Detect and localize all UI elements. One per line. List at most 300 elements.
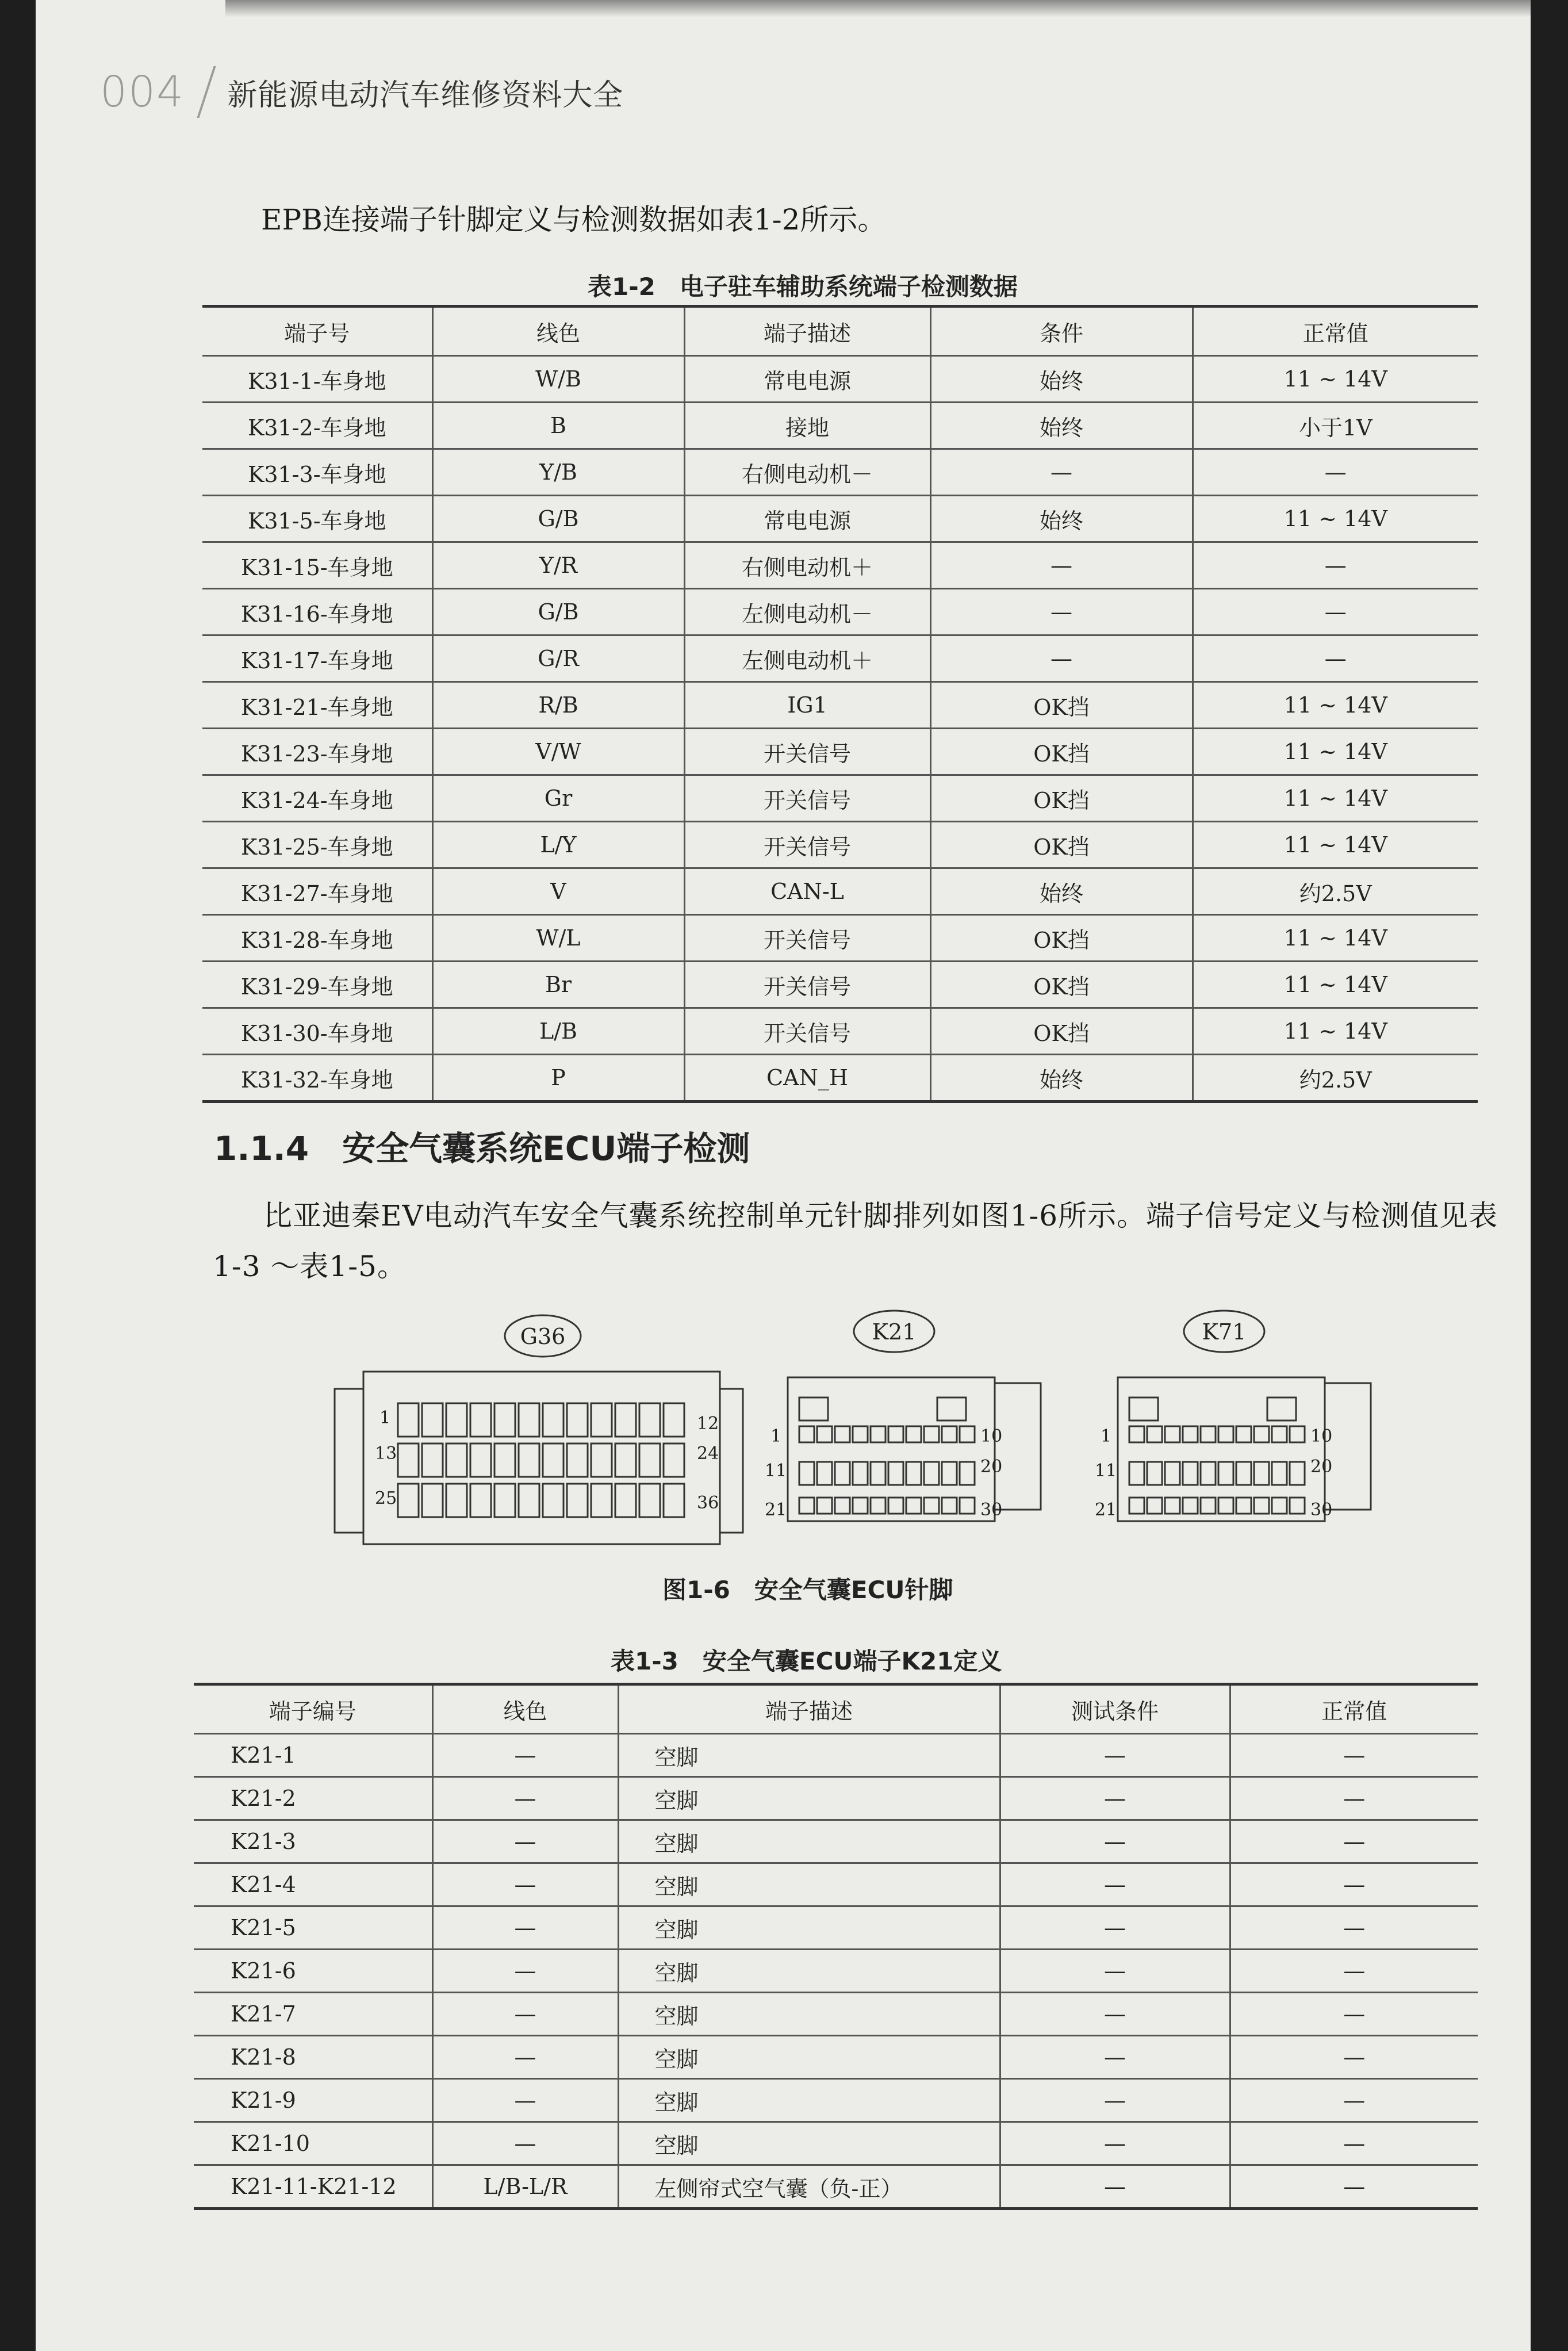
column-header: 端子描述 bbox=[618, 1684, 1000, 1734]
table-row bbox=[202, 962, 1478, 1008]
table-cell: — bbox=[432, 2079, 618, 2122]
pin-cavity bbox=[639, 1403, 660, 1437]
table-cell: Y/B bbox=[432, 449, 684, 496]
pin-cavity bbox=[817, 1426, 832, 1442]
table-cell: — bbox=[1193, 589, 1478, 635]
table-row bbox=[202, 403, 1478, 449]
pin-cavity bbox=[639, 1443, 660, 1477]
table-cell: — bbox=[1230, 1906, 1478, 1950]
pin-cavity bbox=[398, 1484, 419, 1517]
table-cell: K31-1-车身地 bbox=[202, 356, 432, 403]
table-row bbox=[194, 1863, 1478, 1906]
table-cell: 常电电源 bbox=[684, 356, 930, 403]
table-cell: — bbox=[432, 1993, 618, 2036]
table-cell: K31-17-车身地 bbox=[202, 635, 432, 682]
table-cell: 空脚 bbox=[618, 2122, 1000, 2165]
pin-cavity bbox=[591, 1403, 612, 1437]
table-row bbox=[194, 1950, 1478, 1993]
table1-caption: 表1-2 电子驻车辅助系统端子检测数据 bbox=[588, 273, 1018, 301]
table-cell: K21-2 bbox=[194, 1777, 432, 1820]
pin-cavity bbox=[494, 1484, 515, 1517]
pin-cavity bbox=[398, 1443, 419, 1477]
connector-latch bbox=[720, 1389, 743, 1533]
column-header: 线色 bbox=[432, 307, 684, 356]
table-cell: — bbox=[1230, 1734, 1478, 1777]
table-cell: K31-29-车身地 bbox=[202, 962, 432, 1008]
table-cell: CAN-L bbox=[684, 868, 930, 915]
table-cell: Y/R bbox=[432, 542, 684, 589]
pin-cavity bbox=[1183, 1462, 1198, 1485]
table-cell: K31-16-车身地 bbox=[202, 589, 432, 635]
pin-number: 1 bbox=[379, 1408, 391, 1428]
pin-cavity bbox=[422, 1403, 443, 1437]
pin-cavity bbox=[906, 1498, 921, 1514]
pin-cavity bbox=[1129, 1462, 1144, 1485]
pin-cavity bbox=[422, 1484, 443, 1517]
table-cell: — bbox=[1193, 635, 1478, 682]
pin-cavity bbox=[1201, 1498, 1216, 1514]
pin-cavity bbox=[1201, 1426, 1216, 1442]
table-cell: 开关信号 bbox=[684, 822, 930, 868]
pin-cavity bbox=[942, 1462, 957, 1485]
pin-cavity bbox=[960, 1426, 975, 1442]
table-cell: 11 ~ 14V bbox=[1193, 729, 1478, 775]
pin-cavity bbox=[519, 1403, 539, 1437]
table-cell: 小于1V bbox=[1193, 403, 1478, 449]
table-cell: K21-3 bbox=[194, 1820, 432, 1863]
pin-cavity bbox=[494, 1403, 515, 1437]
column-header: 端子号 bbox=[202, 307, 432, 356]
table-cell: — bbox=[432, 2122, 618, 2165]
table-header-row bbox=[194, 1684, 1478, 1734]
connector-label: G36 bbox=[520, 1324, 566, 1349]
pin-cavity bbox=[543, 1403, 563, 1437]
pin-number: 25 bbox=[375, 1488, 397, 1508]
table-cell: K31-5-车身地 bbox=[202, 496, 432, 542]
pin-cavity bbox=[888, 1462, 903, 1485]
pin-cavity bbox=[942, 1498, 957, 1514]
table-row bbox=[202, 1055, 1478, 1102]
table-cell: — bbox=[432, 1734, 618, 1777]
table-cell: 11 ~ 14V bbox=[1193, 822, 1478, 868]
pin-cavity bbox=[924, 1498, 939, 1514]
pin-cavity bbox=[1165, 1462, 1180, 1485]
table-row bbox=[194, 2079, 1478, 2122]
pin-cavity bbox=[871, 1498, 885, 1514]
pin-cavity bbox=[853, 1426, 868, 1442]
table-cell: — bbox=[1230, 2165, 1478, 2209]
table-cell: K21-10 bbox=[194, 2122, 432, 2165]
book-page bbox=[36, 0, 1531, 2351]
table-cell: — bbox=[1230, 1820, 1478, 1863]
table-cell: OK挡 bbox=[930, 822, 1193, 868]
pin-cavity bbox=[1272, 1498, 1287, 1514]
table-cell: G/B bbox=[432, 589, 684, 635]
connector-body bbox=[788, 1377, 995, 1521]
pin-cavity bbox=[1236, 1462, 1251, 1485]
pin-cavity bbox=[835, 1426, 850, 1442]
connector-body bbox=[363, 1372, 720, 1544]
table-cell: 左侧电动机－ bbox=[684, 589, 930, 635]
pin-cavity bbox=[591, 1484, 612, 1517]
pin-number: 11 bbox=[1095, 1461, 1117, 1481]
table-cell: L/B-L/R bbox=[432, 2165, 618, 2209]
pin-number: 10 bbox=[980, 1426, 1003, 1446]
table-cell: — bbox=[432, 1906, 618, 1950]
table-cell: G/B bbox=[432, 496, 684, 542]
pin-number: 1 bbox=[1101, 1426, 1112, 1446]
table-cell: 左侧帘式空气囊（负-正） bbox=[618, 2165, 1000, 2209]
pin-cavity bbox=[470, 1484, 491, 1517]
table-cell: 接地 bbox=[684, 403, 930, 449]
table-cell: OK挡 bbox=[930, 729, 1193, 775]
table-cell: — bbox=[1000, 1734, 1230, 1777]
pin-cavity bbox=[519, 1484, 539, 1517]
table-cell: Gr bbox=[432, 775, 684, 822]
table-cell: 空脚 bbox=[618, 1863, 1000, 1906]
table-cell: K31-25-车身地 bbox=[202, 822, 432, 868]
table-row bbox=[194, 1820, 1478, 1863]
pin-cavity bbox=[639, 1484, 660, 1517]
table-cell: — bbox=[1000, 2079, 1230, 2122]
table-cell: K21-6 bbox=[194, 1950, 432, 1993]
table-header-row bbox=[202, 307, 1478, 356]
table-row bbox=[202, 589, 1478, 635]
intro-paragraph: EPB连接端子针脚定义与检测数据如表1-2所示。 bbox=[261, 203, 887, 236]
table-cell: K21-7 bbox=[194, 1993, 432, 2036]
pin-cavity bbox=[1165, 1498, 1180, 1514]
table-cell: 约2.5V bbox=[1193, 1055, 1478, 1102]
key-slot bbox=[1129, 1397, 1158, 1420]
pin-cavity bbox=[398, 1403, 419, 1437]
table-cell: 开关信号 bbox=[684, 775, 930, 822]
table-cell: Br bbox=[432, 962, 684, 1008]
pin-cavity bbox=[567, 1403, 588, 1437]
table-cell: 空脚 bbox=[618, 1820, 1000, 1863]
pin-cavity bbox=[799, 1426, 814, 1442]
column-header: 正常值 bbox=[1193, 307, 1478, 356]
table-cell: 始终 bbox=[930, 356, 1193, 403]
pin-cavity bbox=[494, 1443, 515, 1477]
table-cell: 常电电源 bbox=[684, 496, 930, 542]
column-header: 线色 bbox=[432, 1684, 618, 1734]
table-row bbox=[202, 356, 1478, 403]
table-row bbox=[194, 1906, 1478, 1950]
table-cell: 空脚 bbox=[618, 1734, 1000, 1777]
pin-number: 21 bbox=[765, 1500, 787, 1520]
pin-number: 12 bbox=[697, 1414, 719, 1434]
pin-cavity bbox=[470, 1403, 491, 1437]
table-row bbox=[202, 449, 1478, 496]
table-cell: K31-27-车身地 bbox=[202, 868, 432, 915]
table-cell: 11 ~ 14V bbox=[1193, 775, 1478, 822]
pin-cavity bbox=[1272, 1426, 1287, 1442]
pin-cavity bbox=[615, 1403, 636, 1437]
table-row bbox=[202, 542, 1478, 589]
table-cell: — bbox=[1230, 1777, 1478, 1820]
table-cell: — bbox=[1193, 449, 1478, 496]
table-cell: K31-28-车身地 bbox=[202, 915, 432, 962]
pin-cavity bbox=[1129, 1426, 1144, 1442]
table-row bbox=[202, 822, 1478, 868]
table-row bbox=[194, 2036, 1478, 2079]
table-cell: K31-15-车身地 bbox=[202, 542, 432, 589]
table-cell: — bbox=[1000, 1863, 1230, 1906]
book-title: 新能源电动汽车维修资料大全 bbox=[227, 78, 624, 113]
pin-number: 13 bbox=[375, 1443, 397, 1464]
table-cell: V bbox=[432, 868, 684, 915]
table-row bbox=[202, 915, 1478, 962]
table-cell: 11 ~ 14V bbox=[1193, 1008, 1478, 1055]
pin-cavity bbox=[1290, 1426, 1305, 1442]
table-cell: R/B bbox=[432, 682, 684, 729]
pin-cavity bbox=[422, 1443, 443, 1477]
table-row bbox=[194, 2165, 1478, 2209]
pin-number: 30 bbox=[1310, 1500, 1333, 1520]
pin-number: 11 bbox=[765, 1461, 787, 1481]
table-cell: — bbox=[1230, 1950, 1478, 1993]
table-cell: K31-23-车身地 bbox=[202, 729, 432, 775]
connector-label: K71 bbox=[1202, 1319, 1247, 1345]
pin-cavity bbox=[817, 1498, 832, 1514]
table-cell: 开关信号 bbox=[684, 962, 930, 1008]
table-cell: K31-32-车身地 bbox=[202, 1055, 432, 1102]
column-header: 测试条件 bbox=[1000, 1684, 1230, 1734]
pin-cavity bbox=[817, 1462, 832, 1485]
pin-cavity bbox=[591, 1443, 612, 1477]
table-row bbox=[194, 1777, 1478, 1820]
pin-cavity bbox=[888, 1498, 903, 1514]
pin-cavity bbox=[664, 1443, 684, 1477]
table-cell: W/L bbox=[432, 915, 684, 962]
pin-cavity bbox=[1218, 1426, 1233, 1442]
table-cell: 11 ~ 14V bbox=[1193, 356, 1478, 403]
table-cell: L/Y bbox=[432, 822, 684, 868]
table-cell: — bbox=[1230, 2036, 1478, 2079]
table-cell: — bbox=[432, 1950, 618, 1993]
pin-number: 30 bbox=[980, 1500, 1003, 1520]
table-row bbox=[194, 1993, 1478, 2036]
table-cell: 右侧电动机＋ bbox=[684, 542, 930, 589]
table-cell: — bbox=[1000, 1906, 1230, 1950]
table-cell: 始终 bbox=[930, 496, 1193, 542]
pin-cavity bbox=[1218, 1462, 1233, 1485]
table-cell: — bbox=[1193, 542, 1478, 589]
table-cell: 始终 bbox=[930, 868, 1193, 915]
table-cell: 约2.5V bbox=[1193, 868, 1478, 915]
figure-caption: 图1-6 安全气囊ECU针脚 bbox=[662, 1576, 953, 1604]
pin-cavity bbox=[1254, 1426, 1269, 1442]
pin-cavity bbox=[1290, 1462, 1305, 1485]
column-header: 条件 bbox=[930, 307, 1193, 356]
pin-cavity bbox=[615, 1484, 636, 1517]
pin-cavity bbox=[1147, 1462, 1162, 1485]
table-row bbox=[194, 1734, 1478, 1777]
table-cell: 右侧电动机－ bbox=[684, 449, 930, 496]
pin-grid bbox=[1129, 1426, 1305, 1514]
pin-cavity bbox=[835, 1462, 850, 1485]
pin-cavity bbox=[924, 1426, 939, 1442]
connector-latch bbox=[335, 1389, 363, 1533]
table-cell: K31-21-车身地 bbox=[202, 682, 432, 729]
pin-number: 36 bbox=[697, 1493, 719, 1513]
table-cell: 始终 bbox=[930, 1055, 1193, 1102]
pin-number: 20 bbox=[980, 1457, 1003, 1477]
table-cell: — bbox=[1230, 2079, 1478, 2122]
section-heading: 1.1.4 安全气囊系统ECU端子检测 bbox=[214, 1129, 750, 1168]
pin-cavity bbox=[853, 1462, 868, 1485]
table-cell: — bbox=[1000, 1950, 1230, 1993]
table-cell: 左侧电动机＋ bbox=[684, 635, 930, 682]
pin-cavity bbox=[446, 1403, 467, 1437]
pin-cavity bbox=[871, 1426, 885, 1442]
pin-cavity bbox=[853, 1498, 868, 1514]
table-cell: OK挡 bbox=[930, 915, 1193, 962]
pin-number: 1 bbox=[770, 1426, 782, 1446]
connector-k21 bbox=[765, 1311, 1041, 1521]
connector-body bbox=[1118, 1377, 1325, 1521]
table-row bbox=[202, 1008, 1478, 1055]
section-paragraph: 比亚迪秦EV电动汽车安全气囊系统控制单元针脚排列如图1-6所示。端子信号定义与检测值见表1-3 ～表1-5。 bbox=[213, 1199, 1498, 1283]
table-cell: — bbox=[1000, 2122, 1230, 2165]
table-cell: OK挡 bbox=[930, 1008, 1193, 1055]
pin-cavity bbox=[1201, 1462, 1216, 1485]
pin-cavity bbox=[1147, 1498, 1162, 1514]
table-row bbox=[194, 2122, 1478, 2165]
table-cell: K31-3-车身地 bbox=[202, 449, 432, 496]
pin-cavity bbox=[1290, 1498, 1305, 1514]
table-cell: — bbox=[930, 449, 1193, 496]
pin-cavity bbox=[567, 1443, 588, 1477]
table-cell: OK挡 bbox=[930, 775, 1193, 822]
pin-cavity bbox=[1129, 1498, 1144, 1514]
table-cell: — bbox=[1230, 2122, 1478, 2165]
connector-diagram bbox=[323, 1308, 1416, 1573]
column-header: 端子描述 bbox=[684, 307, 930, 356]
page-header bbox=[100, 63, 623, 121]
pin-cavity bbox=[924, 1462, 939, 1485]
table-cell: OK挡 bbox=[930, 962, 1193, 1008]
key-slot bbox=[937, 1397, 966, 1420]
table-cell: — bbox=[1230, 1993, 1478, 2036]
pin-cavity bbox=[519, 1443, 539, 1477]
table-cell: K21-9 bbox=[194, 2079, 432, 2122]
key-slot bbox=[1267, 1397, 1296, 1420]
pin-cavity bbox=[543, 1443, 563, 1477]
table-cell: V/W bbox=[432, 729, 684, 775]
page-number: 004 bbox=[100, 67, 185, 117]
table-cell: 空脚 bbox=[618, 2079, 1000, 2122]
table-cell: K31-24-车身地 bbox=[202, 775, 432, 822]
table-cell: 11 ~ 14V bbox=[1193, 496, 1478, 542]
pin-cavity bbox=[567, 1484, 588, 1517]
pin-cavity bbox=[1254, 1462, 1269, 1485]
airbag-ecu-pin-figure bbox=[323, 1308, 1416, 1573]
table-cell: IG1 bbox=[684, 682, 930, 729]
connector-latch bbox=[995, 1383, 1041, 1510]
pin-cavity bbox=[1183, 1426, 1198, 1442]
table-cell: — bbox=[1000, 1993, 1230, 2036]
pin-grid bbox=[799, 1426, 975, 1514]
table-cell: — bbox=[1230, 1863, 1478, 1906]
table-cell: W/B bbox=[432, 356, 684, 403]
terminal-data-table-1-2 bbox=[202, 305, 1478, 1103]
table-cell: K31-30-车身地 bbox=[202, 1008, 432, 1055]
table-cell: 空脚 bbox=[618, 1993, 1000, 2036]
connector-k71 bbox=[1095, 1311, 1371, 1521]
table-cell: K31-2-车身地 bbox=[202, 403, 432, 449]
pin-cavity bbox=[888, 1426, 903, 1442]
pin-number: 24 bbox=[697, 1443, 719, 1464]
table-cell: 空脚 bbox=[618, 1777, 1000, 1820]
table-cell: P bbox=[432, 1055, 684, 1102]
table-cell: — bbox=[1000, 2165, 1230, 2209]
table-cell: 空脚 bbox=[618, 2036, 1000, 2079]
pin-cavity bbox=[1254, 1498, 1269, 1514]
pin-cavity bbox=[960, 1498, 975, 1514]
column-header: 正常值 bbox=[1230, 1684, 1478, 1734]
column-header: 端子编号 bbox=[194, 1684, 432, 1734]
pin-cavity bbox=[906, 1462, 921, 1485]
pin-number: 21 bbox=[1095, 1500, 1117, 1520]
pin-cavity bbox=[942, 1426, 957, 1442]
table-cell: — bbox=[1000, 1820, 1230, 1863]
table-cell: 开关信号 bbox=[684, 915, 930, 962]
table-row bbox=[202, 729, 1478, 775]
header-divider bbox=[197, 66, 216, 118]
pin-cavity bbox=[871, 1462, 885, 1485]
pin-cavity bbox=[960, 1462, 975, 1485]
pin-grid bbox=[398, 1403, 684, 1517]
pin-cavity bbox=[615, 1443, 636, 1477]
table-cell: K21-11-K21-12 bbox=[194, 2165, 432, 2209]
table-cell: G/R bbox=[432, 635, 684, 682]
k21-definition-table bbox=[194, 1683, 1478, 2210]
table-row bbox=[202, 775, 1478, 822]
table-cell: — bbox=[1000, 1777, 1230, 1820]
page-top-shadow bbox=[225, 0, 1531, 17]
pin-cavity bbox=[1236, 1498, 1251, 1514]
connector-latch bbox=[1325, 1383, 1371, 1510]
pin-cavity bbox=[1183, 1498, 1198, 1514]
pin-cavity bbox=[799, 1498, 814, 1514]
table-cell: 开关信号 bbox=[684, 729, 930, 775]
table-cell: — bbox=[930, 589, 1193, 635]
table-cell: K21-1 bbox=[194, 1734, 432, 1777]
table-cell: 始终 bbox=[930, 403, 1193, 449]
table-cell: 空脚 bbox=[618, 1950, 1000, 1993]
table-cell: — bbox=[930, 542, 1193, 589]
table-cell: — bbox=[432, 1777, 618, 1820]
pin-cavity bbox=[1272, 1462, 1287, 1485]
pin-cavity bbox=[446, 1443, 467, 1477]
table-cell: 11 ~ 14V bbox=[1193, 962, 1478, 1008]
table-cell: — bbox=[432, 1863, 618, 1906]
table-row bbox=[202, 682, 1478, 729]
connector-g36 bbox=[335, 1315, 743, 1544]
table-cell: K21-8 bbox=[194, 2036, 432, 2079]
table-cell: L/B bbox=[432, 1008, 684, 1055]
pin-cavity bbox=[664, 1484, 684, 1517]
table-cell: — bbox=[432, 2036, 618, 2079]
table-cell: K21-5 bbox=[194, 1906, 432, 1950]
key-slot bbox=[799, 1397, 828, 1420]
table-cell: OK挡 bbox=[930, 682, 1193, 729]
table-cell: — bbox=[1000, 2036, 1230, 2079]
table-cell: K21-4 bbox=[194, 1863, 432, 1906]
table-cell: B bbox=[432, 403, 684, 449]
table-cell: 11 ~ 14V bbox=[1193, 682, 1478, 729]
